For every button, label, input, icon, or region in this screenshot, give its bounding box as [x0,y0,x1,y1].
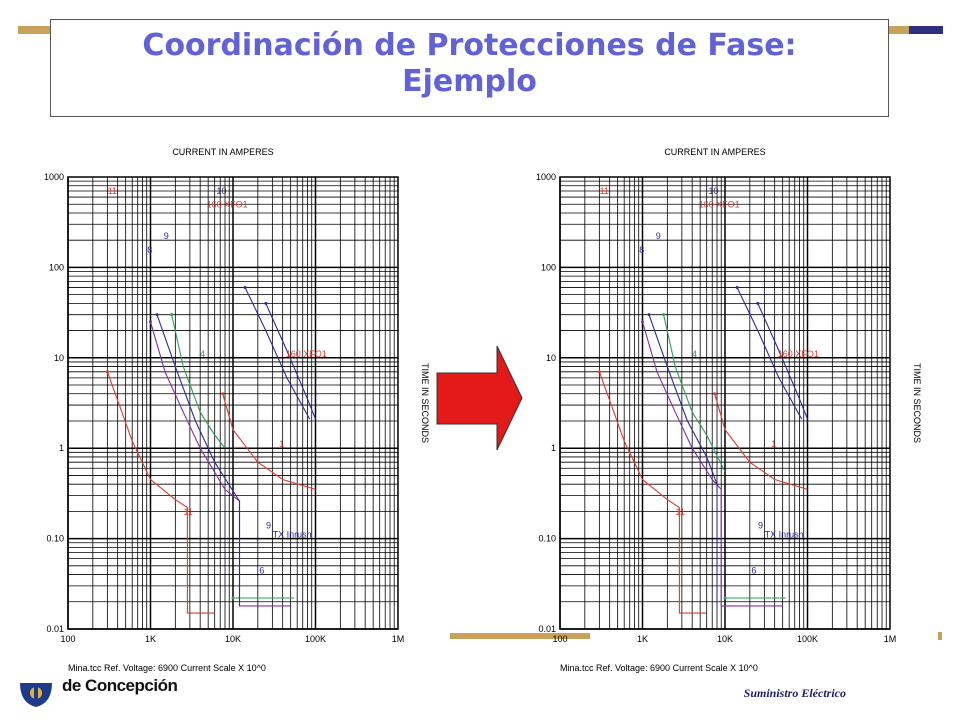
y-tick-label: 10 [545,352,556,363]
series-start-point [221,392,224,395]
curve-annotation: 9 [758,520,764,531]
curve-annotation: 9 [655,231,661,242]
curve-annotation: 9 [266,520,272,531]
y-tick-label: 10 [53,352,64,363]
curve-annotation: 160 XFO1 [206,199,248,210]
curve-annotation: 9 [163,231,169,242]
footer-left-text: de Concepción [62,676,178,695]
y-tick-label: 0.01 [46,624,64,634]
x-tick-label: 1K [144,634,157,644]
y-tick-label: 100 [48,262,64,273]
curve-annotation: 1 [771,439,777,450]
curve-annotation: 6 [751,565,757,576]
series-start-point [264,302,267,305]
series-start-point [724,597,727,600]
curve-annotation: 6 [259,565,265,576]
x-axis-title: CURRENT IN AMPERES [664,147,766,157]
series-start-point [149,320,152,323]
series-start-point [641,320,644,323]
curve-annotation: 8 [147,244,153,255]
curve-annotation: 4 [692,348,698,359]
y-tick-label: 1000 [43,172,64,182]
chart-footer: Mina.tcc Ref. Voltage: 6900 Current Scale X 10^0 [68,663,266,673]
x-tick-label: 1M [883,634,897,644]
y-tick-label: 100 [540,262,556,273]
series-start-point [648,313,651,316]
x-tick-label: 1M [391,634,405,644]
series-start-point [244,286,247,289]
x-tick-label: 100K [304,634,327,644]
curve-annotation: 160 XFO1 [285,348,327,359]
curve-annotation: 1 [279,439,285,450]
curve-annotation: 4 [200,348,206,359]
chart-panel-1 [536,147,922,673]
slide-title-line1: Coordinación de Protecciones de Fase: [142,28,797,63]
slide-title-line2: Ejemplo [402,64,537,99]
curve-annotation: TX Inrush [272,529,312,540]
y-axis-title: TIME IN SECONDS [912,362,922,444]
series-start-point [598,370,601,373]
series-start-point [736,286,739,289]
series-start-point [106,370,109,373]
y-tick-label: 1 [550,443,556,454]
series-start-point [156,313,159,316]
series-start-point [170,313,173,316]
curve-annotation: 10 [216,186,227,197]
curve-annotation: TX Inrush [764,529,804,540]
series-start-point [713,392,716,395]
footer-right-text: Suministro Eléctrico [743,686,846,700]
series-start-point [662,313,665,316]
curve-annotation: 8 [639,244,645,255]
y-tick-label: 1 [58,443,64,454]
curve-annotation: 160 XFO1 [777,348,819,359]
y-tick-label: 0.10 [46,533,64,544]
y-tick-label: 0.10 [538,533,556,544]
series-start-point [756,302,759,305]
x-axis-title: CURRENT IN AMPERES [172,147,274,157]
x-tick-label: 10K [224,634,242,644]
curve-annotation: 10 [708,186,719,197]
x-tick-label: 10K [716,634,734,644]
x-tick-label: 100 [552,634,568,644]
curve-annotation: 11 [107,186,117,197]
chart-footer: Mina.tcc Ref. Voltage: 6900 Current Scale X 10^0 [560,663,758,673]
curve-annotation: 160 XFO1 [698,199,740,210]
y-axis-title: TIME IN SECONDS [420,362,430,444]
x-tick-label: 100K [796,634,819,644]
curve-annotation: 11 [599,186,609,197]
right-arrow-icon [437,346,522,450]
y-tick-label: 1000 [535,172,556,182]
university-logo-icon [16,679,56,709]
x-tick-label: 1K [636,634,649,644]
series-start-point [232,597,235,600]
curve-annotation: 11 [183,506,193,517]
y-tick-label: 0.01 [538,624,556,634]
x-tick-label: 100 [60,634,76,644]
curve-annotation: 11 [675,506,685,517]
chart-panel-0 [44,147,430,673]
